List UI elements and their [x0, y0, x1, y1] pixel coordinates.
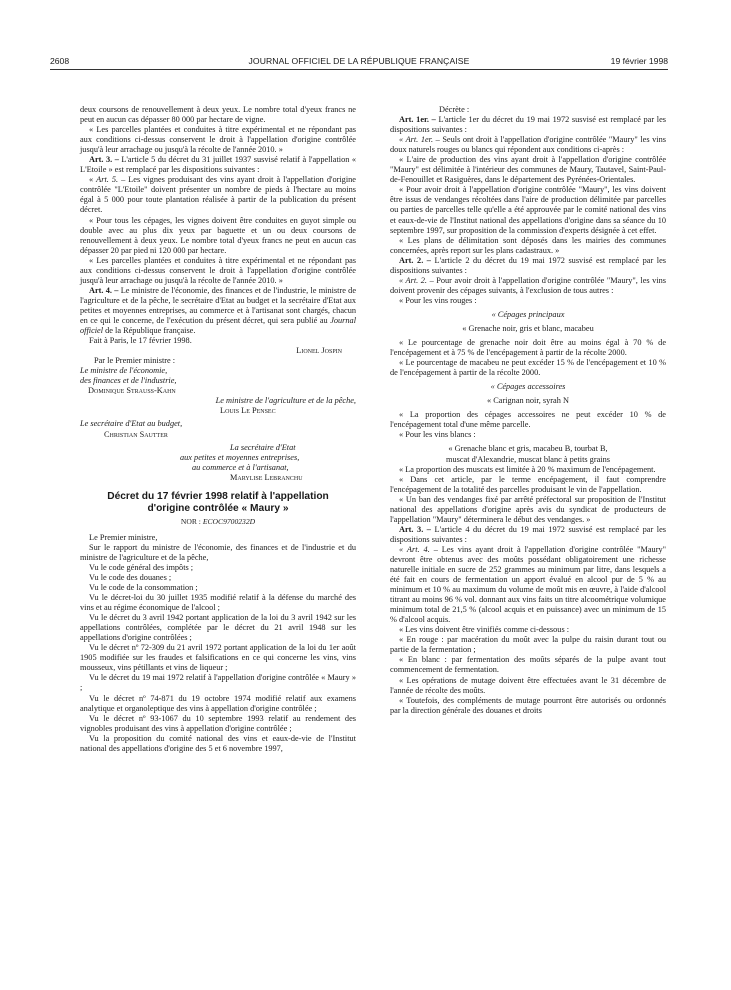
article-3: Art. 3. – L'article 5 du décret du 31 juillet 1937 susvisé relatif à l'appellation « L'Etoile » est remplacé par les dispositions suivantes : [80, 155, 356, 175]
signature-pm-name: Lionel Jospin [296, 346, 342, 356]
visa: Vu le décret nº 74-871 du 19 octobre 1974 modifié relatif aux examens analytique et organoleptique des vins à appellation d'origine contrôlée ; [80, 693, 356, 713]
article-label: « Art. 1er. [399, 135, 434, 145]
cepages-blancs-list: « Grenache blanc et gris, macabeu B, tourbat B, [448, 444, 608, 454]
premier-ministre: Le Premier ministre, [89, 532, 158, 542]
article-3: Art. 3. – L'article 4 du décret du 19 mai 1972 susvisé est remplacé par les dispositions suivantes : [390, 524, 666, 544]
cepages-principaux-heading: « Cépages principaux [491, 309, 565, 319]
article-1: Art. 1er. – L'article 1er du décret du 19 mai 1972 susvisé est remplacé par les dispositions suivantes : [390, 115, 666, 135]
issue-date: 19 février 1998 [610, 56, 668, 66]
paragraph: « Les opérations de mutage doivent être effectuées avant le 31 décembre de l'année de récolte des moûts. [390, 675, 666, 695]
signature-agri-title: Le ministre de l'agriculture et de la pêche, [215, 396, 356, 406]
paragraph: « Dans cet article, par le terme encépagement, il faut comprendre l'encépagement de la totalité des parcelles produisant le vin de l'appellation. [390, 474, 666, 494]
cepages-principaux-list: « Grenache noir, gris et blanc, macabeu [462, 323, 594, 333]
signature-budget-name: Christian Sautter [104, 429, 168, 439]
article-2-quote: « Art. 2. – Pour avoir droit à l'appellation d'origine contrôlée "Maury", les vins doivent provenir des cépages suivants, à l'exclusion de tous autres : [390, 275, 667, 295]
article-label: Art. 2. – [399, 255, 431, 265]
paragraph: deux coursons de renouvellement à deux yeux. Le nombre total d'yeux francs ne peut en aucun cas dépasser 80 000 par hectare de vigne. [80, 105, 356, 125]
article-4-quote: « Art. 4. – Les vins ayant droit à l'appellation d'origine contrôlée "Maury" devront être obtenus avec des moûts possédant obligatoirement une richesse naturelle initiale en sucre de 252 grammes au minimum par litre, dans lesquels a été fait en cours de fermentation un apport évalué en alcool pur de 5 % au minimum et 10 % au maximum du volume de moût mis en œuvre, à l'aide d'alcool titrant au moins 96 % vol. donnant aux vins faits un titre alcoométrique volumique minimum total de 21,5 % (alcool acquis et en puissance) avec un minimum de 15 % d'alcool acquis. [390, 544, 667, 625]
article-label: « Art. 2. [399, 275, 428, 285]
page-header [50, 56, 668, 70]
paragraph: « Les plans de délimitation sont déposés dans les mairies des communes concernées, après report sur les plans cadastraux. » [390, 235, 666, 255]
journal-title: JOURNAL OFFICIEL DE LA RÉPUBLIQUE FRANÇAISE [248, 56, 470, 66]
journal-officiel-ref: Journal officiel [80, 315, 356, 336]
left-column [80, 105, 356, 754]
visa: Vu le code des douanes ; [89, 572, 172, 582]
signature-pme-name: Marylise Lebranchu [230, 472, 303, 482]
signature-par: Par le Premier ministre : [94, 356, 176, 366]
signature-eco-title: des finances et de l'industrie, [80, 376, 177, 386]
paragraph: « Pour les vins rouges : [399, 295, 477, 305]
article-label: Art. 4. – [89, 285, 119, 295]
visa: Sur le rapport du ministre de l'économie, des finances et de l'industrie et du ministre de l'agriculture et de la pêche, [80, 542, 356, 562]
visa: Vu le code général des impôts ; [89, 562, 194, 572]
paragraph: « Le pourcentage de grenache noir doit être au moins égal à 70 % de l'encépagement et à 75 % de l'encépagement à partir de la récolte 2000. [390, 338, 666, 358]
paragraph: « En rouge : par macération du moût avec la pulpe du raisin durant tout ou partie de la fermentation ; [390, 635, 666, 655]
paragraph: « L'aire de production des vins ayant droit à l'appellation d'origine contrôlée "Maury" est délimitée à l'intérieur des communes de Maury, Tautavel, Saint-Paul-de-Fenouillet et Rasiguères, dans le département des Pyrénées-Orientales. [390, 155, 666, 185]
signature-pme-title: La secrétaire d'Etat [230, 442, 296, 452]
decree-title: Décret du 17 février 1998 relatif à l'appellation d'origine contrôlée « Maury » [107, 490, 329, 514]
paragraph: « Les parcelles plantées et conduites à titre expérimental et ne répondant pas aux conditions ci-dessus conservent le droit à l'appellation d'origine contrôlée jusqu'à leur arrachage ou jusqu'à la récolte de l'année 2010. » [80, 125, 356, 155]
signature-budget-title: Le secrétaire d'Etat au budget, [80, 419, 183, 429]
article-label: Art. 3. – [399, 524, 431, 534]
visa: Vu le décret nº 72-309 du 21 avril 1972 portant application de la loi du 1er août 1905 modifiée sur les fraudes et falsifications en ce qui concerne les vins, vins mousseux, vins pétillants et vins de liqueur ; [80, 643, 356, 673]
paragraph: « En blanc : par fermentation des moûts séparés de la pulpe avant tout commencement de fermentation. [390, 655, 666, 675]
paragraph: « La proportion des cépages accessoires ne peut excéder 10 % de l'encépagement total d'une même parcelle. [390, 410, 666, 430]
paragraph: « Pour avoir droit à l'appellation d'origine contrôlée "Maury", les vins doivent être issus de vendanges récoltées dans l'aire de production délimitée par parcelles ou parties de parcelles telle qu'elle a été approuvée par le comité national des vins et eaux-de-vie de l'Institut national des appellations d'origine dans sa séance du 10 septembre 1997, sur proposition de la commission d'experts désignée à cet effet. [390, 185, 666, 235]
paragraph: « Pour les vins blancs : [399, 430, 476, 440]
visa: Vu le décret nº 93-1067 du 10 septembre 1993 relatif au rendement des vignobles produisant des vins à appellation d'origine contrôlée ; [80, 713, 356, 733]
paragraph: « La proportion des muscats est limitée à 20 % maximum de l'encépagement. [399, 464, 656, 474]
paragraph: « Les parcelles plantées et conduites à titre expérimental et ne répondant pas aux conditions ci-dessus conservent le droit à l'appellation d'origine contrôlée jusqu'à leur arrachage ou jusqu'à la récolte de l'année 2010. » [80, 255, 356, 285]
header-rule [50, 69, 668, 70]
visa: Vu la proposition du comité national des vins et eaux-de-vie de l'Institut national des appellations d'origine des 5 et 6 novembre 1997, [80, 733, 356, 753]
paragraph: « Un ban des vendanges fixé par arrêté préfectoral sur proposition de l'Institut national des appellations d'origine après avis du syndicat de producteurs de l'appellation "Maury" déterminera le début des vendanges. » [390, 494, 666, 524]
signature-eco-name: Dominique Strauss-Kahn [88, 386, 176, 396]
signature-eco-title: Le ministre de l'économie, [80, 366, 168, 376]
visa: Vu le décret-loi du 30 juillet 1935 modifié relatif à la défense du marché des vins et au régime économique de l'alcool ; [80, 593, 356, 613]
article-label: Art. 1er. – [399, 115, 436, 125]
paragraph: « Toutefois, des compléments de mutage pourront être autorisés ou ordonnés par la direction générale des douanes et droits [390, 695, 666, 715]
article-5-quote: « Art. 5. – Les vignes produisant des vins ayant droit à l'appellation d'origine contrôlée "L'Etoile" doivent présenter un nombre de pieds à l'hectare au moins égal à 5 000 pour toute plantation réalisée à partir de la publication du présent décret. [80, 175, 356, 215]
signature-pme-title: aux petites et moyennes entreprises, [180, 452, 300, 462]
decrete: Décrète : [439, 105, 470, 114]
paragraph: « Pour tous les cépages, les vignes doivent être conduites en guyot simple ou double avec au plus dix yeux par baguette et un ou deux coursons de renouvellement à deux yeux. Le nombre total d'yeux francs ne peut en aucun cas dépasser 20 par pied ni 120 000 par hectare. [80, 215, 356, 255]
paragraph: « Les vins doivent être vinifiés comme ci-dessous : [399, 625, 570, 635]
visa: Vu le décret du 3 avril 1942 portant application de la loi du 3 avril 1942 sur les appellations contrôlées, complétée par le décret du 21 avril 1948 sur les appellations d'origine contrôlées ; [80, 613, 356, 643]
nor-reference: NOR : ECOC9700232D [180, 516, 256, 526]
article-1-quote: « Art. 1er. – Seuls ont droit à l'appellation d'origine contrôlée "Maury" les vins doux naturels rouges ou blancs qui répondent aux conditions ci-après : [390, 135, 666, 155]
visa: Vu le décret du 19 mai 1972 relatif à l'appellation d'origine contrôlée « Maury » ; [80, 673, 356, 693]
article-label: Art. 5. [96, 175, 119, 185]
cepages-accessoires-heading: « Cépages accessoires [490, 382, 566, 392]
page-number: 2608 [50, 56, 70, 66]
article-2: Art. 2. – L'article 2 du décret du 19 mai 1972 susvisé est remplacé par les dispositions suivantes : [390, 255, 666, 275]
article-label: « Art. 4. [399, 544, 430, 554]
visa: Vu le code de la consommation ; [89, 583, 198, 593]
right-column [390, 105, 666, 716]
cepages-blancs-list: muscat d'Alexandrie, muscat blanc à petits grains [446, 454, 610, 464]
cepages-accessoires-list: « Carignan noir, syrah N [487, 396, 569, 406]
fait-a-paris: Fait à Paris, le 17 février 1998. [89, 336, 192, 346]
signature-pme-title: au commerce et à l'artisanat, [192, 462, 289, 472]
article-4: Art. 4. – Le ministre de l'économie, des finances et de l'industrie, le ministre de l'agriculture et de la pêche, le secrétaire d'Etat au budget et la secrétaire d'Etat aux petites et moyennes entreprises, au commerce et à l'artisanat sont chargés, chacun en ce qui le concerne, de l'exécution du présent décret, qui sera publié au Journal officiel de la République française. [80, 285, 356, 336]
signature-agri-name: Louis Le Pensec [220, 406, 276, 416]
article-label: Art. 3. – [89, 155, 119, 165]
paragraph: « Le pourcentage de macabeu ne peut excéder 15 % de l'encépagement et 10 % de l'encépagement à partir de la récolte 2000. [390, 358, 666, 378]
